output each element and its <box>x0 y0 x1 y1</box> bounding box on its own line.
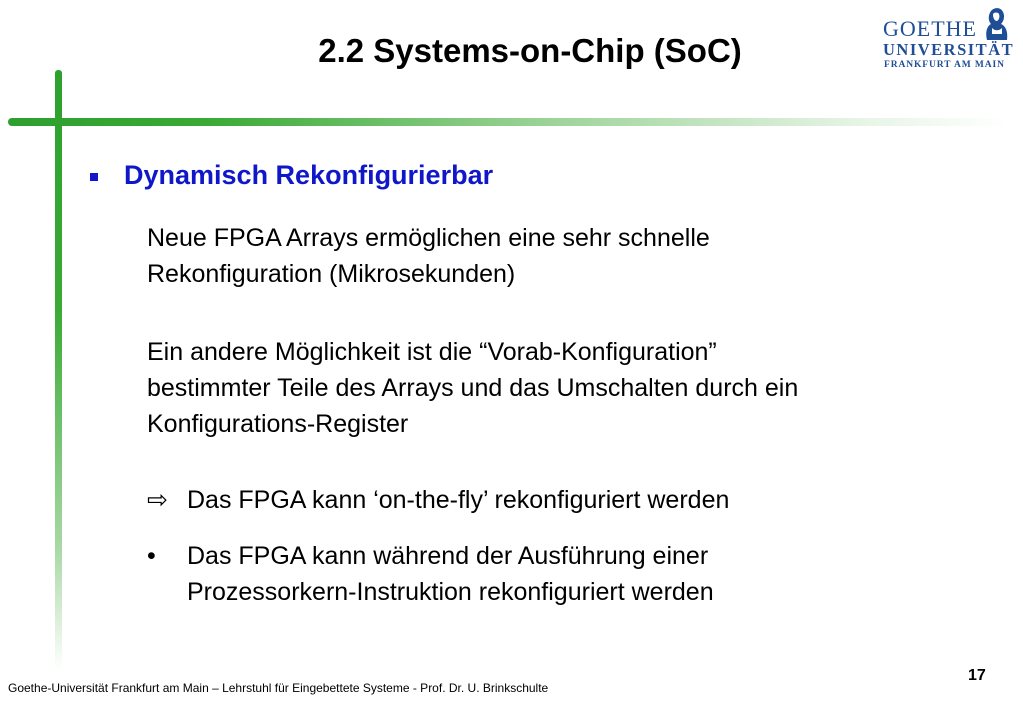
paragraph-line: Konfigurations-Register <box>147 410 409 438</box>
vertical-accent-bar <box>55 70 62 670</box>
square-bullet-icon <box>90 173 98 181</box>
logo-line-goethe: GOETHE <box>883 16 977 41</box>
paragraph-line: Rekonfiguration (Mikrosekunden) <box>147 260 516 288</box>
page-number: 17 <box>968 667 986 684</box>
section-heading: Dynamisch Rekonfigurierbar <box>124 160 494 190</box>
sub-item-line: Prozessorkern-Instruktion rekonfiguriert werden <box>187 578 714 606</box>
arrow-right-icon: ⇨ <box>147 486 168 514</box>
logo-line-universitaet: UNIVERSITÄT <box>883 40 1015 59</box>
footer-text: Goethe-Universität Frankfurt am Main – Lehrstuhl für Eingebettete Systeme - Prof. Dr. U. Brinkschulte <box>8 681 549 695</box>
logo-line-frankfurt: FRANKFURT AM MAIN <box>884 60 1005 70</box>
sub-item-line: Das FPGA kann ‘on-the-fly’ rekonfiguriert werden <box>187 486 730 514</box>
paragraph-fast-reconfiguration <box>147 220 710 292</box>
slide-title: 2.2 Systems-on-Chip (SoC) <box>318 32 742 69</box>
bullet-dot-icon: • <box>147 542 156 570</box>
paragraph-line: Ein andere Möglichkeit ist die “Vorab-Konfiguration” <box>147 338 717 366</box>
university-logo <box>883 4 1015 74</box>
paragraph-line: Neue FPGA Arrays ermöglichen eine sehr schnelle <box>147 224 710 252</box>
paragraph-pre-configuration <box>147 334 798 442</box>
goethe-portrait-icon <box>975 4 1015 42</box>
paragraph-line: bestimmter Teile des Arrays und das Umschalten durch ein <box>147 374 799 402</box>
horizontal-accent-bar <box>8 118 1008 126</box>
sub-item-line: Das FPGA kann während der Ausführung einer <box>187 542 709 570</box>
